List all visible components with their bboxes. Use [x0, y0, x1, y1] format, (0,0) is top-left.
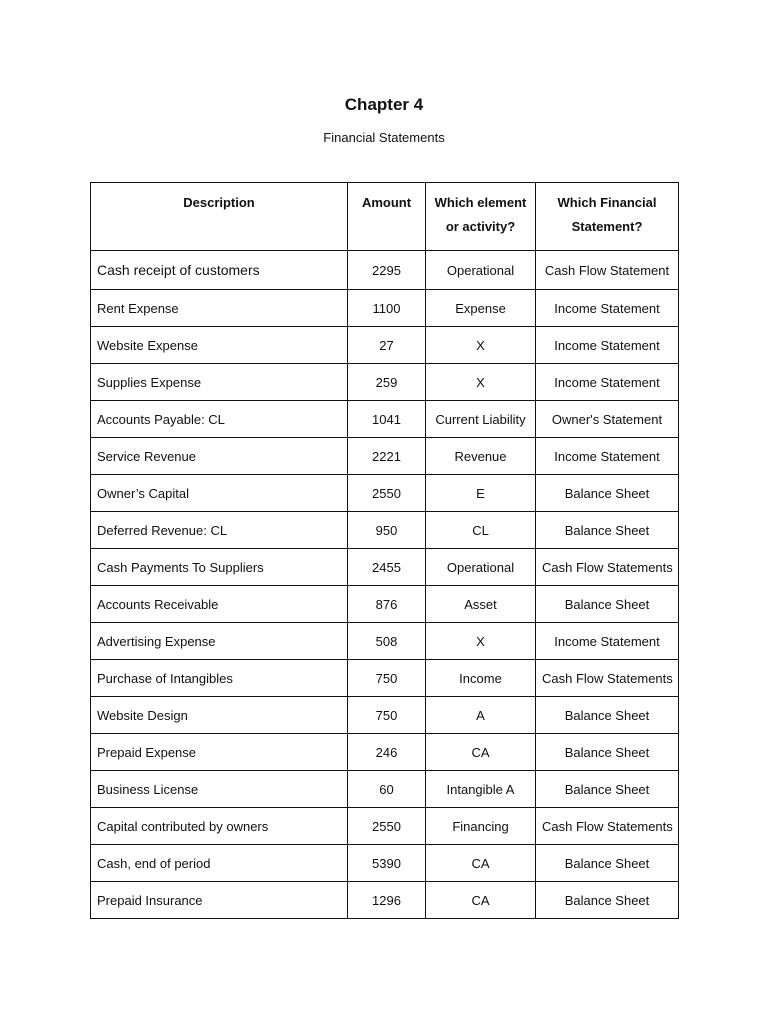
row-description: Supplies Expense: [91, 364, 348, 401]
row-statement: Income Statement: [536, 438, 679, 475]
row-statement: Income Statement: [536, 623, 679, 660]
header-statement: Which Financial Statement?: [536, 183, 679, 251]
row-statement: Balance Sheet: [536, 697, 679, 734]
row-statement: Balance Sheet: [536, 734, 679, 771]
row-element: Operational: [426, 251, 536, 290]
row-statement: Income Statement: [536, 290, 679, 327]
row-description: Owner’s Capital: [91, 475, 348, 512]
row-amount: 750: [348, 697, 426, 734]
row-description: Capital contributed by owners: [91, 808, 348, 845]
header-amount: Amount: [348, 183, 426, 251]
table-row: [91, 290, 679, 327]
row-amount: 2221: [348, 438, 426, 475]
row-amount: 508: [348, 623, 426, 660]
row-statement: Owner's Statement: [536, 401, 679, 438]
row-element: CA: [426, 845, 536, 882]
table-row: [91, 660, 679, 697]
row-description: Cash Payments To Suppliers: [91, 549, 348, 586]
row-element: Operational: [426, 549, 536, 586]
table-row: [91, 549, 679, 586]
row-description: Website Expense: [91, 327, 348, 364]
table-row: [91, 882, 679, 919]
row-amount: 27: [348, 327, 426, 364]
row-description: Accounts Receivable: [91, 586, 348, 623]
table-row: [91, 697, 679, 734]
row-element: X: [426, 364, 536, 401]
row-statement: Cash Flow Statements: [536, 549, 679, 586]
row-element: Revenue: [426, 438, 536, 475]
row-description: Prepaid Expense: [91, 734, 348, 771]
table-row: [91, 475, 679, 512]
row-description: Purchase of Intangibles: [91, 660, 348, 697]
table-row: [91, 771, 679, 808]
row-element: Current Liability: [426, 401, 536, 438]
row-amount: 2295: [348, 251, 426, 290]
row-element: Asset: [426, 586, 536, 623]
row-element: Financing: [426, 808, 536, 845]
row-statement: Income Statement: [536, 364, 679, 401]
header-element: Which element or activity?: [426, 183, 536, 251]
row-description: Cash, end of period: [91, 845, 348, 882]
row-amount: 2550: [348, 808, 426, 845]
page-subtitle: Financial Statements: [323, 130, 445, 145]
table-row: [91, 586, 679, 623]
page-title: Chapter 4: [344, 95, 424, 114]
row-statement: Income Statement: [536, 327, 679, 364]
row-description: Accounts Payable: CL: [91, 401, 348, 438]
row-amount: 1041: [348, 401, 426, 438]
row-element: CL: [426, 512, 536, 549]
row-amount: 876: [348, 586, 426, 623]
row-element: CA: [426, 882, 536, 919]
row-element: Income: [426, 660, 536, 697]
row-element: X: [426, 327, 536, 364]
table-row: [91, 808, 679, 845]
row-amount: 1100: [348, 290, 426, 327]
row-description: Service Revenue: [91, 438, 348, 475]
row-amount: 259: [348, 364, 426, 401]
header-description: Description: [91, 183, 348, 251]
row-statement: Balance Sheet: [536, 771, 679, 808]
row-element: E: [426, 475, 536, 512]
row-statement: Balance Sheet: [536, 512, 679, 549]
table-row: [91, 438, 679, 475]
table-row: [91, 364, 679, 401]
row-description: Website Design: [91, 697, 348, 734]
row-element: X: [426, 623, 536, 660]
row-statement: Cash Flow Statements: [536, 808, 679, 845]
row-amount: 2455: [348, 549, 426, 586]
table-row: [91, 401, 679, 438]
row-element: Expense: [426, 290, 536, 327]
financial-statements-table: [90, 182, 679, 919]
row-amount: 2550: [348, 475, 426, 512]
row-description: Prepaid Insurance: [91, 882, 348, 919]
table-row: [91, 623, 679, 660]
row-description: Rent Expense: [91, 290, 348, 327]
row-element: Intangible A: [426, 771, 536, 808]
row-statement: Balance Sheet: [536, 845, 679, 882]
row-amount: 60: [348, 771, 426, 808]
row-amount: 950: [348, 512, 426, 549]
table-row: [91, 845, 679, 882]
row-statement: Balance Sheet: [536, 475, 679, 512]
row-description: Deferred Revenue: CL: [91, 512, 348, 549]
row-statement: Cash Flow Statement: [536, 251, 679, 290]
table-header-row: [91, 183, 679, 251]
row-amount: 5390: [348, 845, 426, 882]
table-row: [91, 734, 679, 771]
row-statement: Cash Flow Statements: [536, 660, 679, 697]
row-element: A: [426, 697, 536, 734]
row-description: Cash receipt of customers: [91, 251, 348, 290]
row-statement: Balance Sheet: [536, 882, 679, 919]
row-description: Business License: [91, 771, 348, 808]
row-amount: 750: [348, 660, 426, 697]
row-element: CA: [426, 734, 536, 771]
row-amount: 246: [348, 734, 426, 771]
row-statement: Balance Sheet: [536, 586, 679, 623]
row-description: Advertising Expense: [91, 623, 348, 660]
row-amount: 1296: [348, 882, 426, 919]
table-row: [91, 512, 679, 549]
table-row: [91, 251, 679, 290]
table-row: [91, 327, 679, 364]
